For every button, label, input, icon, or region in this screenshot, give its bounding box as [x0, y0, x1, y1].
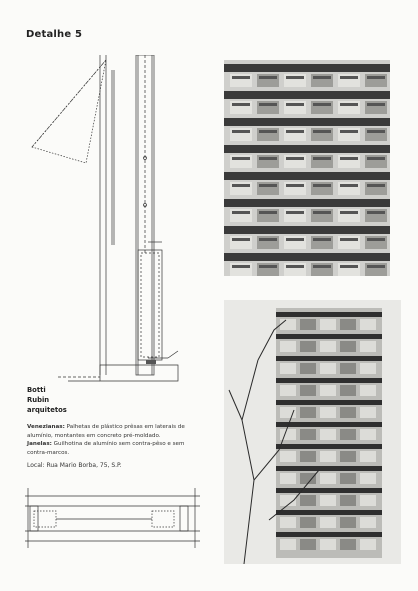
section-drawing	[28, 55, 198, 385]
facade-photo-top	[224, 60, 390, 276]
plan-drawing	[20, 486, 205, 556]
venezianas-text: Palhetas de plástico prêsas em laterais de alumínio, montantes em concreto pré-moldado.	[27, 424, 185, 439]
credit-line-2: Rubin	[27, 396, 50, 404]
credit-line-1: Botti	[27, 386, 46, 394]
venezianas-label: Venezianas:	[27, 424, 65, 430]
page-title: Detalhe 5	[26, 29, 83, 40]
spec-text	[27, 423, 203, 457]
address-line: Local: Rua Mario Borba, 75, S.P.	[27, 462, 122, 469]
facade-photo-bottom	[224, 300, 401, 564]
credit-line-3: arquitetos	[27, 406, 67, 414]
janelas-label: Janelas:	[27, 441, 52, 448]
janelas-text: Guilhotina de alumínio sem contra-pêso e sem contra-marcos.	[27, 441, 185, 456]
architect-credits	[27, 385, 67, 415]
